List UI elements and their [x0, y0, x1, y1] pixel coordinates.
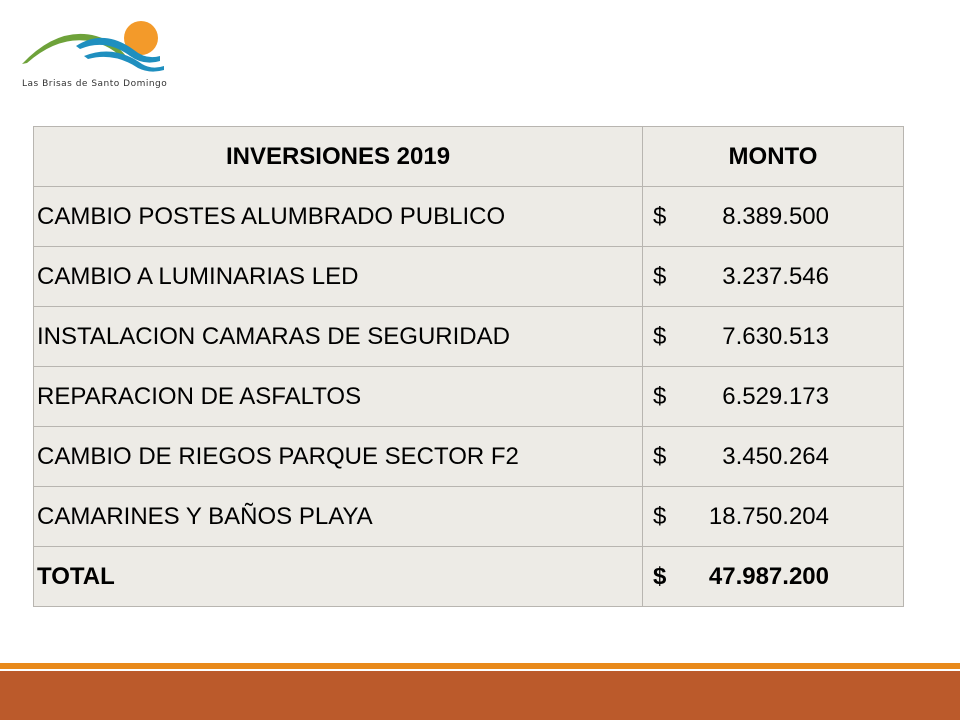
- row-amount: [643, 307, 904, 367]
- table-header-row: [34, 127, 904, 187]
- currency-symbol: $: [653, 502, 667, 530]
- currency-symbol: $: [653, 262, 667, 290]
- table-row: [34, 487, 904, 547]
- brisas-logo-icon: [18, 16, 178, 80]
- table-row: [34, 187, 904, 247]
- currency-symbol: $: [653, 202, 667, 230]
- currency-symbol: $: [653, 322, 667, 350]
- total-amount: [643, 547, 904, 607]
- row-item: CAMBIO DE RIEGOS PARQUE SECTOR F2: [34, 427, 643, 487]
- row-item: REPARACION DE ASFALTOS: [34, 367, 643, 427]
- amount-value: 8.389.500: [722, 202, 829, 230]
- currency-symbol: $: [653, 382, 667, 410]
- logo-text: Las Brisas de Santo Domingo: [22, 79, 168, 89]
- amount-value: 6.529.173: [722, 382, 829, 410]
- row-amount: [643, 367, 904, 427]
- total-row: [34, 547, 904, 607]
- table-row: [34, 427, 904, 487]
- amount-value: 3.237.546: [722, 262, 829, 290]
- row-amount: [643, 487, 904, 547]
- table-row: [34, 307, 904, 367]
- footer-bar: [0, 671, 960, 720]
- amount-value: 3.450.264: [722, 442, 829, 470]
- row-item: CAMBIO POSTES ALUMBRADO PUBLICO: [34, 187, 643, 247]
- row-item: CAMBIO A LUMINARIAS LED: [34, 247, 643, 307]
- row-amount: [643, 247, 904, 307]
- row-amount: [643, 187, 904, 247]
- row-item: CAMARINES Y BAÑOS PLAYA: [34, 487, 643, 547]
- amount-value: 7.630.513: [722, 322, 829, 350]
- row-amount: [643, 427, 904, 487]
- currency-symbol: $: [653, 562, 667, 590]
- header-monto: MONTO: [643, 127, 904, 187]
- table-row: [34, 367, 904, 427]
- total-value: 47.987.200: [708, 562, 829, 590]
- header-inversiones: INVERSIONES 2019: [34, 127, 643, 187]
- total-label: TOTAL: [34, 547, 643, 607]
- table-row: [34, 247, 904, 307]
- amount-value: 18.750.204: [708, 502, 829, 530]
- brand-logo: [18, 16, 178, 96]
- footer-accent-bar: [0, 663, 960, 669]
- investments-table: [33, 126, 904, 607]
- currency-symbol: $: [653, 442, 667, 470]
- row-item: INSTALACION CAMARAS DE SEGURIDAD: [34, 307, 643, 367]
